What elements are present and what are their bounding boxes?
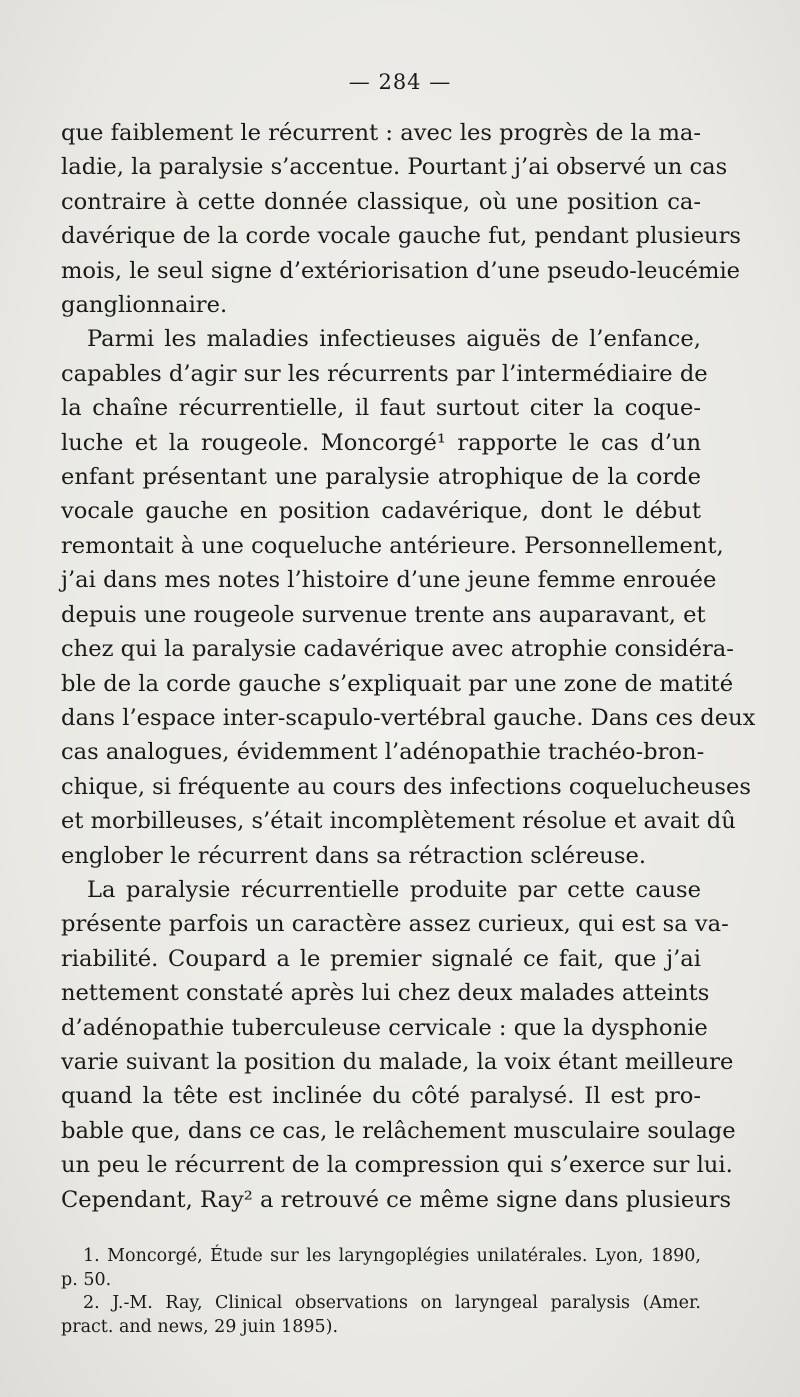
text-line: cas analogues, évidemment l’adénopathie trachéo-bron- — [61, 739, 705, 766]
text-line: englober le récurrent dans sa rétraction scléreuse. — [61, 842, 647, 869]
text-line: ble de la corde gauche s’expliquait par une zone de matité — [61, 670, 734, 697]
text-line: vocale gauche en position cadavérique, dont le début — [61, 498, 701, 525]
text-line: luche et la rougeole. Moncorgé¹ rapporte le cas d’un — [61, 429, 701, 456]
text-line: capables d’agir sur les récurrents par l’intermédiaire de — [61, 360, 708, 387]
page-number: — 284 — — [348, 70, 452, 94]
text-line: depuis une rougeole survenue trente ans auparavant, et — [61, 601, 706, 628]
text-line: La paralysie récurrentielle produite par cette cause — [87, 876, 701, 903]
footnote-2-line: pract. and news, 29 juin 1895). — [61, 1316, 339, 1337]
text-line: d’adénopathie tuberculeuse cervicale : que la dysphonie — [61, 1014, 708, 1041]
text-line: dans l’espace inter-scapulo-vertébral gauche. Dans ces deux — [61, 704, 756, 731]
text-line: enfant présentant une paralysie atrophique de la corde — [61, 464, 701, 491]
text-line: ladie, la paralysie s’accentue. Pourtant j’ai observé un cas — [61, 154, 728, 181]
text-line: chez qui la paralysie cadavérique avec atrophie considéra- — [61, 636, 734, 663]
paragraph-3 — [61, 873, 736, 1217]
body-text — [61, 116, 756, 1217]
text-line: riabilité. Coupard a le premier signalé ce fait, que j’ai — [61, 945, 701, 972]
text-line: mois, le seul signe d’extériorisation d’une pseudo-leucémie — [61, 257, 741, 284]
footnotes — [61, 1245, 701, 1339]
text-line: nettement constaté après lui chez deux malades atteints — [61, 980, 710, 1007]
paragraph-1 — [61, 116, 742, 322]
text-line: chique, si fréquente au cours des infections coquelucheuses — [61, 773, 751, 800]
text-line: présente parfois un caractère assez curieux, qui est sa va- — [61, 911, 729, 938]
text-line: la chaîne récurrentielle, il faut surtout citer la coque- — [61, 395, 701, 422]
paragraph-2 — [61, 322, 756, 873]
text-line: davérique de la corde vocale gauche fut, pendant plusieurs — [61, 223, 742, 250]
footnote-2-line: 2. J.-M. Ray, Clinical observations on laryngeal paralysis (Amer. — [83, 1293, 701, 1313]
text-line: remontait à une coqueluche antérieure. Personnellement, — [61, 532, 724, 559]
footnote-1-line: 1. Moncorgé, Étude sur les laryngoplégies unilatérales. Lyon, 1890, — [83, 1246, 701, 1266]
text-line: ganglionnaire. — [61, 292, 228, 319]
text-line: Parmi les maladies infectieuses aiguës de l’enfance, — [87, 326, 701, 353]
text-line: que faiblement le récurrent : avec les progrès de la ma- — [61, 120, 701, 146]
text-line: et morbilleuses, s’était incomplètement résolue et avait dû — [61, 808, 736, 835]
text-line: j’ai dans mes notes l’histoire d’une jeune femme enrouée — [61, 567, 717, 594]
footnote-1-line: p. 50. — [61, 1269, 112, 1290]
text-line: contraire à cette donnée classique, où une position ca- — [61, 188, 701, 215]
text-line: quand la tête est inclinée du côté paralysé. Il est pro- — [61, 1083, 701, 1110]
text-line: bable que, dans ce cas, le relâchement musculaire soulage — [61, 1117, 736, 1144]
text-line: un peu le récurrent de la compression qui s’exerce sur lui. — [61, 1152, 733, 1179]
text-line: Cependant, Ray² a retrouvé ce même signe dans plusieurs — [61, 1186, 732, 1213]
text-line: varie suivant la position du malade, la voix étant meilleure — [61, 1048, 734, 1075]
